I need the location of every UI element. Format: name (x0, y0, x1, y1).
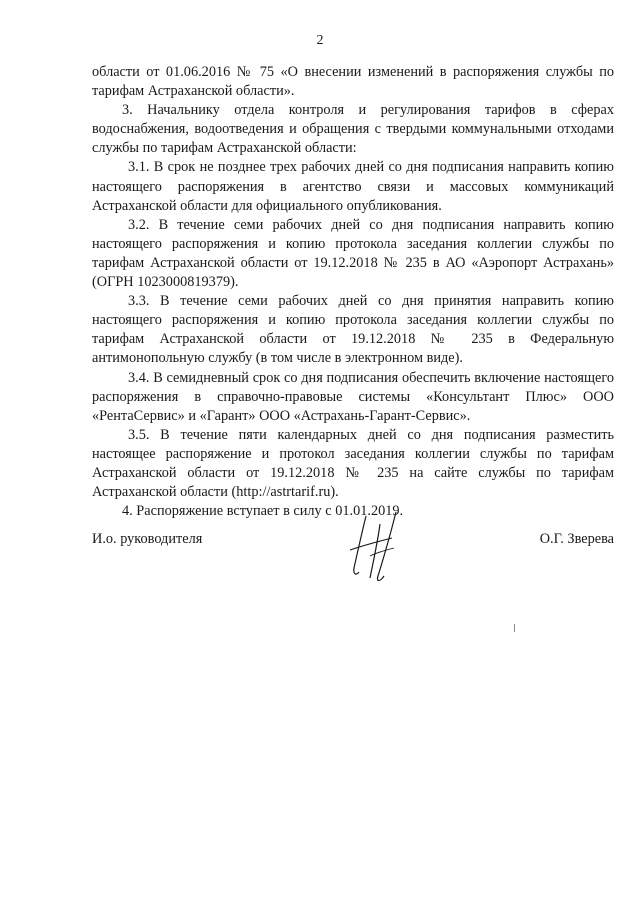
paragraph-item-3-1: 3.1. В срок не позднее трех рабочих дней со дня подписания направить копию настоящего распоряжения в агентство связи и массовых коммуникаций Астраханской области для официального опубликования. (92, 159, 614, 214)
paragraph-item-3: 3. Начальнику отдела контроля и регулирования тарифов в сферах водоснабжения, водоотведения и обращения с твердыми коммунальными отходами службы по тарифам Астраханской области: (92, 102, 614, 157)
paragraph-item-3-4: 3.4. В семидневный срок со дня подписания обеспечить включение настоящего распоряжения в справочно-правовые системы «Консультант Плюс» ООО «РентаСервис» и «Гарант» ООО «Астрахань-Гарант-Сервис». (92, 369, 614, 424)
paragraph-continuation: области от 01.06.2016 № 75 «О внесении изменений в распоряжения службы по тарифам Астраханской области». (92, 64, 614, 100)
scan-mark (514, 624, 515, 632)
page-number: 2 (316, 33, 324, 48)
paragraph-item-3-3: 3.3. В течение семи рабочих дней со дня принятия направить копию настоящего распоряжения и копию протокола заседания коллегии службы по тарифам Астраханской области от 19.12.2018 № 235 в Федеральную антимонопольную службу (в том числе в электронном виде). (92, 293, 614, 367)
paragraph-item-4: 4. Распоряжение вступает в силу с 01.01.2019. (122, 503, 404, 520)
handwritten-signature (340, 506, 420, 584)
signer-name: О.Г. Зверева (539, 531, 614, 547)
document-body (92, 63, 614, 521)
paragraph-item-3-2: 3.2. В течение семи рабочих дней со дня подписания направить копию настоящего распоряжения и копию протокола заседания коллегии службы по тарифам Астраханской области от 19.12.2018 № 235 в АО «Аэропорт Астрахань» (ОГРН 1023000819379). (92, 216, 614, 291)
signer-title: И.о. руководителя (92, 531, 203, 547)
paragraph-item-3-5: 3.5. В течение пяти календарных дней со дня подписания разместить настоящее распоряжение и протокол заседания коллегии службы по тарифам Астраханской области от 19.12.2018 № 235 на сайте службы по тарифам Астраханской области (http://astrtarif.ru). (92, 426, 614, 501)
